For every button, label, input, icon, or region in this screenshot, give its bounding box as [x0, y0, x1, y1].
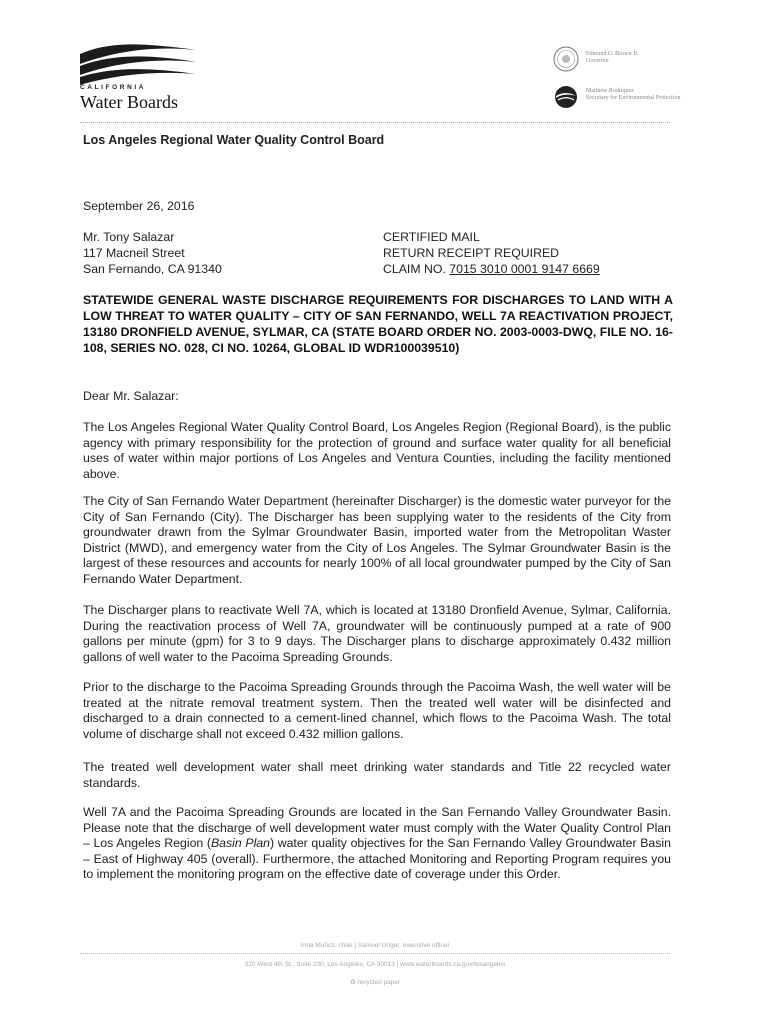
governor-title: Governor	[586, 58, 609, 64]
salutation: Dear Mr. Salazar:	[83, 389, 179, 403]
footer-divider	[80, 953, 670, 954]
secretary-block	[586, 88, 680, 102]
calepa-logo-icon	[553, 85, 579, 109]
recycled-paper-note: ♻ recycled paper	[349, 979, 401, 986]
paragraph-1: The Los Angeles Regional Water Quality Control Board, Los Angeles Region (Regional Board), is the public agency with primary responsibility for the protection of ground and surface water quality for all beneficial uses of water within major portions of Los Angeles and Ventura Counties, including the facility mentioned above.	[83, 420, 671, 481]
paragraph-6	[83, 805, 671, 883]
header-divider	[80, 122, 670, 123]
recipient-name: Mr. Tony Salazar	[83, 230, 175, 244]
recipient-street: 117 Macneil Street	[83, 246, 185, 260]
basin-plan-term: Basin Plan	[210, 836, 270, 850]
footer-officers: Irma Muñoz, chair | Samuel Unger, executive officer	[300, 942, 450, 949]
certified-mail: CERTIFIED MAIL	[383, 230, 480, 244]
state-seal-icon	[553, 46, 579, 72]
paragraph-4: Prior to the discharge to the Pacoima Spreading Grounds through the Pacoima Wash, the well water will be treated at the nitrate removal treatment system. Then the treated well water will be disinfected and discharged to a drain connected to a cement-lined channel, which flows to the Pacoima Wash. The total volume of discharge shall not exceed 0.432 million gallons.	[83, 680, 671, 741]
paragraph-2: The City of San Fernando Water Department (hereinafter Discharger) is the domestic water purveyor for the City of San Fernando (City). The Discharger has been supplying water to the residents of the City from groundwater drawn from the Sylmar Groundwater Basin, imported water from the Metropolitan Waster District (MWD), and emergency water from the City of Los Angeles. The Sylmar Groundwater Basin is the largest of these resources and accounts for nearly 100% of all local groundwater pumped by the City of San Fernando Water Department.	[83, 494, 671, 586]
footer-address: 320 West 4th St., Suite 200, Los Angeles, CA 90013 | www.waterboards.ca.gov/losangeles	[244, 961, 506, 968]
claim-number: 7015 3010 0001 9147 6669	[449, 262, 600, 276]
claim-prefix: CLAIM NO.	[383, 262, 450, 276]
paragraph-6-part-1: Well 7A and the Pacoima Spreading Grounds are located in the San Fernando Valley Groundwater Basin. Please note that the discharge of well development water must comply with the Water Quality Control Plan – Los Angeles Region (	[83, 805, 671, 850]
board-name: Los Angeles Regional Water Quality Control Board	[83, 133, 385, 147]
mail-method	[383, 229, 600, 277]
logo-agency-text: Water Boards	[80, 92, 179, 112]
secretary-name: Matthew Rodriquez	[586, 88, 634, 94]
paragraph-3: The Discharger plans to reactivate Well 7A, which is located at 13180 Dronfield Avenue, Sylmar, California. During the reactivation process of Well 7A, groundwater will be continuously pumped at a rate of 900 gallons per minute (gpm) for 3 to 9 days. The Discharger plans to discharge approximately 0.432 million gallons of well water to the Pacoima Spreading Grounds.	[83, 603, 671, 664]
water-boards-logo-waves	[78, 40, 198, 88]
paragraph-5: The treated well development water shall meet drinking water standards and Title 22 recycled water standards.	[83, 760, 671, 790]
return-receipt: RETURN RECEIPT REQUIRED	[383, 246, 560, 260]
claim-line	[383, 261, 600, 277]
paragraph-6-part-2: ) water quality objectives for the San Fernando Valley Groundwater Basin – East of Highway 405 (overall). Furthermore, the attached Monitoring and Reporting Program requires you to implement the monitoring program on the effective date of coverage under this Order.	[83, 836, 671, 881]
governor-block	[586, 51, 639, 65]
letter-date: September 26, 2016	[83, 199, 195, 213]
logo-state-text: CALIFORNIA	[80, 84, 147, 91]
secretary-title: Secretary for Environmental Protection	[586, 95, 681, 101]
recipient-address	[83, 229, 222, 277]
recipient-city: San Fernando, CA 91340	[83, 262, 222, 276]
governor-name: Edmund G. Brown Jr.	[586, 51, 639, 57]
subject-line: STATEWIDE GENERAL WASTE DISCHARGE REQUIREMENTS FOR DISCHARGES TO LAND WITH A LOW THREAT TO WATER QUALITY – CITY OF SAN FERNANDO, WELL 7A REACTIVATION PROJECT, 13180 DRONFIELD AVENUE, SYLMAR, CA (STATE BOARD ORDER NO. 2003-0003-DWQ, FILE NO. 16-108, SERIES NO. 028, CI NO. 10264, GLOBAL ID WDR100039510)	[83, 293, 673, 355]
